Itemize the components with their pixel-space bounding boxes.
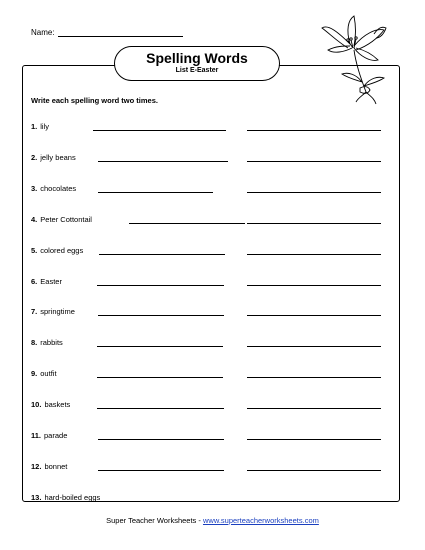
write-line-2[interactable] — [247, 254, 381, 255]
write-line-2[interactable] — [247, 285, 381, 286]
spelling-word: bonnet — [44, 461, 68, 471]
word-number: 3. — [31, 183, 38, 193]
word-number: 9. — [31, 369, 38, 379]
name-line[interactable] — [58, 28, 183, 37]
write-line-2[interactable] — [247, 501, 381, 502]
write-line-2[interactable] — [247, 346, 381, 347]
write-line-1[interactable] — [129, 223, 245, 224]
word-number: 4. — [31, 214, 38, 224]
write-line-1[interactable] — [119, 501, 224, 502]
name-field-row — [31, 28, 183, 37]
spelling-word: outfit — [40, 369, 57, 379]
word-row — [31, 307, 386, 319]
word-number: 12. — [31, 461, 42, 471]
write-line-1[interactable] — [97, 408, 224, 409]
word-number: 2. — [31, 152, 38, 162]
write-line-2[interactable] — [247, 408, 381, 409]
spelling-word: parade — [44, 431, 68, 440]
word-number: 11. — [31, 431, 42, 440]
write-line-2[interactable] — [247, 192, 381, 193]
word-row — [31, 369, 386, 381]
write-line-1[interactable] — [97, 285, 224, 286]
word-row — [31, 215, 386, 227]
word-number: 7. — [31, 307, 38, 317]
write-line-2[interactable] — [247, 130, 381, 131]
word-number: 13. — [31, 492, 42, 502]
word-number: 8. — [31, 338, 38, 348]
word-row — [31, 462, 386, 474]
footer-text: Super Teacher Worksheets - — [106, 516, 201, 525]
word-row — [31, 277, 386, 289]
spelling-word: chocolates — [40, 183, 77, 193]
spelling-word: baskets — [44, 400, 71, 410]
write-line-2[interactable] — [247, 470, 381, 471]
name-label: Name: — [31, 28, 55, 37]
word-row — [31, 431, 386, 443]
word-row — [31, 184, 386, 196]
write-line-2[interactable] — [247, 223, 381, 224]
write-line-1[interactable] — [98, 470, 224, 471]
instruction-text: Write each spelling word two times. — [31, 96, 158, 105]
write-line-1[interactable] — [99, 254, 225, 255]
word-number: 5. — [31, 245, 38, 255]
word-row — [31, 153, 386, 165]
spelling-word: rabbits — [40, 338, 63, 348]
write-line-1[interactable] — [97, 377, 223, 378]
word-row — [31, 493, 386, 505]
write-line-2[interactable] — [247, 161, 381, 162]
spelling-word: jelly beans — [40, 152, 76, 162]
footer-link[interactable]: www.superteacherworksheets.com — [202, 516, 319, 525]
write-line-1[interactable] — [93, 130, 226, 131]
page-title: Spelling Words — [146, 50, 248, 66]
footer — [0, 516, 425, 525]
word-row — [31, 246, 386, 258]
spelling-word: springtime — [40, 307, 75, 317]
word-row — [31, 338, 386, 350]
write-line-1[interactable] — [98, 161, 228, 162]
write-line-2[interactable] — [247, 439, 381, 440]
title-banner — [114, 46, 280, 81]
spelling-word: Easter — [40, 276, 62, 286]
word-number: 1. — [31, 122, 38, 131]
spelling-word: Peter Cottontail — [40, 214, 92, 224]
word-number: 10. — [31, 400, 42, 410]
write-line-1[interactable] — [97, 346, 223, 347]
page-subtitle: List E-Easter — [175, 67, 219, 74]
spelling-word: lily — [40, 122, 50, 131]
write-line-1[interactable] — [98, 315, 224, 316]
word-row — [31, 122, 386, 134]
word-row — [31, 400, 386, 412]
word-number: 6. — [31, 276, 38, 286]
write-line-1[interactable] — [98, 192, 213, 193]
spelling-word: colored eggs — [40, 245, 84, 255]
write-line-2[interactable] — [247, 315, 381, 316]
spelling-word: hard-boiled eggs — [44, 492, 101, 502]
write-line-1[interactable] — [98, 439, 224, 440]
write-line-2[interactable] — [247, 377, 381, 378]
